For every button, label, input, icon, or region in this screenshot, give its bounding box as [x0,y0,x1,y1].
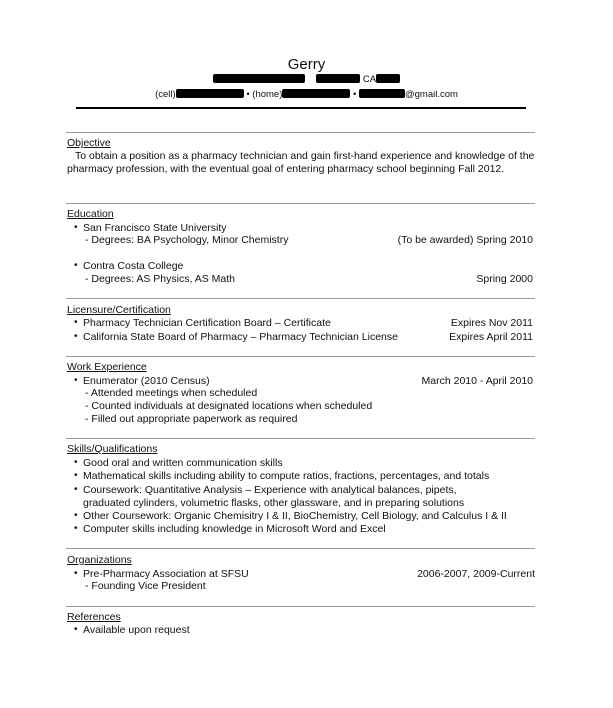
section-title-education: Education [67,208,114,220]
organization-role: - Founding Vice President [85,580,206,592]
redacted-street [213,74,305,83]
license-date-1: Expires Nov 2011 [450,317,533,329]
skill-item: • Mathematical skills including ability to compute ratios, fractions, percentages, and totals [83,470,489,482]
education-date-1: (To be awarded) Spring 2010 [397,234,533,246]
home-label: • (home) [246,89,283,100]
phone-email-line [0,89,613,101]
education-degree-1: - Degrees: BA Psychology, Minor Chemistry [85,234,289,246]
section-divider [66,606,535,607]
work-job: • Enumerator (2010 Census) [83,375,210,387]
license-item-2: • California State Board of Pharmacy – Pharmacy Technician License [83,331,398,343]
education-school-1: • San Francisco State University [83,222,227,234]
objective-text: To obtain a position as a pharmacy technician and gain first-hand experience and knowledge of the pharmacy profession, with the eventual goal of entering pharmacy school beginning Fall 2012. [67,150,535,175]
section-divider [66,438,535,439]
work-duty-2: - Counted individuals at designated locations when scheduled [85,400,373,412]
section-divider [66,356,535,357]
skill-item-continued: graduated cylinders, volumetric flasks, other glassware, and in preparing solutions [83,497,465,509]
cell-label: (cell) [155,89,176,100]
skill-item: • Other Coursework: Organic Chemisitry I & II, BioChemistry, Cell Biology, and Calculus I & II [83,510,507,522]
section-divider [66,132,535,133]
skill-item: • Coursework: Quantitative Analysis – Experience with analytical balances, pipets, [83,484,457,496]
redacted-city [316,74,360,83]
section-divider [66,548,535,549]
section-title-licensure: Licensure/Certification [67,304,171,316]
separator: • [353,89,357,100]
redacted-zip [376,74,400,83]
work-duty-3: - Filled out appropriate paperwork as required [85,413,298,425]
skill-item: • Computer skills including knowledge in Microsoft Word and Excel [83,523,386,535]
license-date-2: Expires April 2011 [449,331,533,343]
work-duty-1: - Attended meetings when scheduled [85,387,258,399]
section-divider [66,203,535,204]
education-date-2: Spring 2000 [476,273,533,285]
section-title-objective: Objective [67,137,111,149]
education-school-2: • Contra Costa College [83,260,183,272]
resume-name: Gerry [287,56,326,73]
header-divider [76,107,526,109]
license-item-1: • Pharmacy Technician Certification Board – Certificate [83,317,331,329]
email-domain: @gmail.com [404,89,458,100]
organization-dates: 2006-2007, 2009-Current [417,568,535,580]
skill-item: • Good oral and written communication skills [83,457,283,469]
section-divider [66,298,535,299]
section-title-work: Work Experience [67,361,147,373]
references-text: • Available upon request [83,624,190,636]
organization-name: • Pre-Pharmacy Association at SFSU [83,568,249,580]
redacted-email-user [359,89,405,98]
section-title-organizations: Organizations [67,554,132,566]
education-degree-2: - Degrees: AS Physics, AS Math [85,273,235,285]
work-dates: March 2010 - April 2010 [421,375,533,387]
section-title-references: References [67,611,121,623]
redacted-home-number [282,89,350,98]
address-state: CA [362,74,377,85]
section-title-skills: Skills/Qualifications [67,443,158,455]
address-line [0,74,613,86]
redacted-cell-number [176,89,244,98]
